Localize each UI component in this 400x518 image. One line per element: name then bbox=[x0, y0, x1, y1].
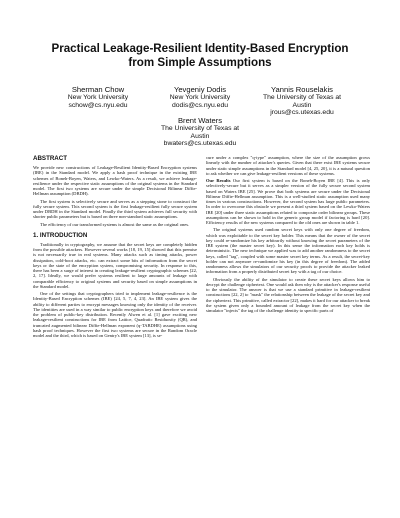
author-email: schow@cs.nyu.edu bbox=[68, 101, 128, 109]
results-paragraph bbox=[206, 178, 370, 225]
author-affiliation-cont: Austin bbox=[190, 132, 210, 140]
author-name: Yevgeniy Dodis bbox=[173, 85, 227, 94]
author-affiliation: The University of Texas at bbox=[262, 93, 342, 101]
author-name: Sherman Chow bbox=[71, 85, 125, 94]
intro-paragraph-1: Traditionally in cryptography, we assume that the secret keys are completely hidden from the possible attackers. However several works [18, 19, 15] showed that this premise is not necessarily true in real systems. Many attacks such as timing attacks, power dissipation, cold-boot attacks, etc. can extract some bits of information from the secret keys or the state of the encryption system, compromising security. In response to this, there has been a surge of interest in creating leakage-resilient cryptographic schemes [22, 2, 17]. Ideally, we would prefer systems resilient to large amounts of leakage with comparable efficiency to original systems and security based on simple assumptions in the Standard model. bbox=[33, 241, 197, 289]
author-4 bbox=[135, 117, 265, 148]
abstract-paragraph-2: The first system is selectively secure and serves as a stepping stone to construct the fully secure system. This second system is the first leakage-resilient fully secure system under DBDH in the Standard model. Finally the third system achieves full security with shorter public parameters but is based on three non-standard static assumptions. bbox=[33, 198, 197, 220]
author-email: bwaters@cs.utexas.edu bbox=[163, 140, 237, 148]
introduction-heading: 1. INTRODUCTION bbox=[33, 231, 88, 239]
results-label: Our Results bbox=[206, 178, 231, 183]
left-column bbox=[33, 155, 197, 340]
author-affiliation: New York University bbox=[67, 93, 129, 101]
intro-paragraph-2: One of the settings that cryptographers tried to implement leakage-resilience is the Identity-Based Encryption schemes (IBE) [24, 5, 7, 4, 23]. An IBE system gives the ability to different parties to encrypt messages knowing only the identity of the receiver. The identities are used in a way similar to public encryption keys and therefore we avoid the problem of public-key distribution. Recently Alwen et al. [1] gave exciting new leakage-resilient constructions for IBE from Lattice, Quadratic Residuosity (QR), and truncated augmented bilinear Diffie-Hellman exponent (q-TABDHE) assumptions using hash proof techniques. However the first two systems are secure in the Random Oracle model and the third, which is based on Gentry's IBE system [13], is se- bbox=[33, 291, 197, 338]
abstract-paragraph-3: The efficiency of our transformed systems is almost the same as the original ones. bbox=[40, 221, 190, 227]
title-line-2: from Simple Assumptions bbox=[128, 56, 272, 69]
title-line-1: Practical Leakage-Resilient Identity-Based Encryption bbox=[51, 42, 349, 55]
author-name: Yannis Rouselakis bbox=[271, 85, 333, 94]
author-affiliation: The University of Texas at bbox=[160, 124, 240, 132]
abstract-heading: ABSTRACT bbox=[33, 155, 68, 162]
abstract-paragraph-1: We provide new constructions of Leakage-Resilient Identity-Based Encryption systems (IBE) in the Standard model. We apply a hash proof technique in the existing IBE schemes of Boneh-Boyen, Waters, and Lewko-Waters. As a result, we achieve leakage-resilience under the respective static assumptions of the original systems in the Standard model. The first two systems are secure under the simple Decisional Bilinear Diffie-Hellman assumption (DBDH). bbox=[33, 165, 197, 197]
author-email: dodis@cs.nyu.edu bbox=[171, 101, 229, 109]
author-email: jrous@cs.utexas.edu bbox=[270, 109, 334, 117]
author-affiliation-cont: Austin bbox=[292, 101, 312, 109]
author-affiliation: New York University bbox=[169, 93, 231, 101]
continued-paragraph: cure under a complex "q-type" assumption, where the size of the assumption grows linearly with the number of attacker's queries. Given that there exist IBE systems secure under static simple assumptions in the Standard model [4, 25, 20], it is a natural question to ask whether we can give leakage-resilient versions of these systems. bbox=[206, 155, 370, 176]
body-paragraph-2: Obviously the ability of the simulator to create these secret keys allows him to decrypt the challenge ciphertext. One would ask then why is the attacker's response useful to the simulator. The answer is that we use a standard primitive in leakage-resilient constructions [22, 2] to "mask" the relationship between the leakage of the secret key and the ciphertext. This primitive, called extractor [22], makes it hard for our attacker to break the system given only a bounded amount of leakage from the secret key when the simulator "injects" the tag of the challenge identity to specific parts of bbox=[206, 276, 370, 313]
author-name: Brent Waters bbox=[177, 116, 223, 125]
body-paragraph-1: The original systems used random secret keys with only one degree of freedom, which was exploitable to the secret key holder. This means that the owner of the secret key could re-randomize his key arbitrarily without knowing the secret parameters of the IBE system (the master secret key). In this sense the information each key holds is deterministic. The new technique we applied was to add another randomness to the secret keys, called "tag", coupled with some master secret key terms. As a result, the secret-key holder can not anymore re-randomize his key (in this degree of freedom). The added randomness allows the simulators of our security proofs to provide the attacker leaked information from a properly distributed secret key with a tag of our choice. bbox=[206, 227, 370, 275]
results-text: Our first system is based on the Boneh-Boyen IBE [4]. This is only selectively-secure but it serves as a simpler version of the fully secure second system based on Waters IBE [25]. We prove that both systems are secure under the Decisional Bilinear Diffie-Hellman assumption. This is a well-studied static assumption used many times in various constructions. However, the second system has large public parameters. In order to overcome this obstacle we present a third system based on the Lewko-Waters IBE [20] under three static assumptions related to composite order bilinear groups. These assumptions can be shown to hold in the generic group model if factoring is hard [20]. Efficiency results of the new systems compared to the old ones are shown in table 1. bbox=[206, 178, 370, 225]
right-column bbox=[206, 155, 370, 315]
author-3 bbox=[237, 86, 367, 117]
paper-title bbox=[0, 42, 400, 70]
